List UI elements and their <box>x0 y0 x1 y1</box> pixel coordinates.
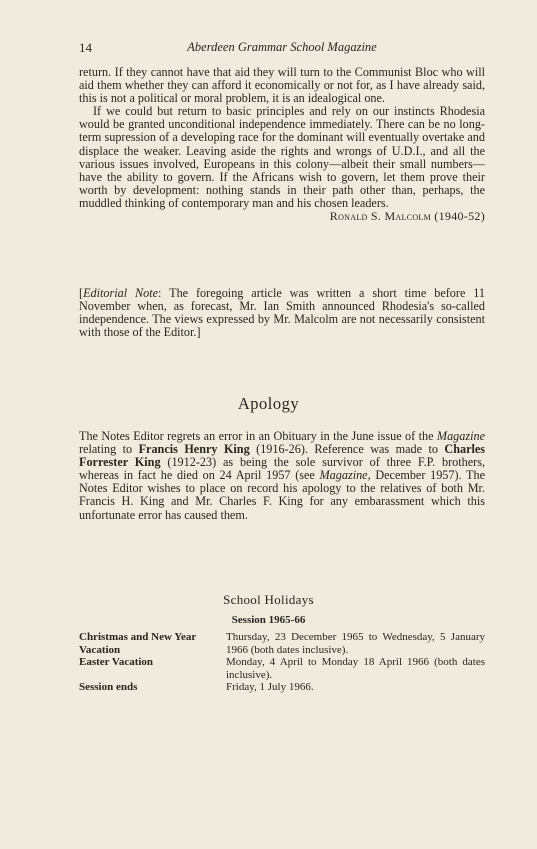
article-paragraph-2: If we could but return to basic principles and rely on our instincts Rhodesia would be granted unconditional independence immediately. There can be no long-term supression of a developing race for the dominant will eventually overtake and displace the weaker. Leaving aside the rights and wrongs of U.D.I., and all the various issues involved, Europeans in this colony—albeit their small numbers—have the ability to govern. If the Africans wish to govern, let them prove their worth by development: nothing stands in their path other than, perhaps, the muddled thinking of contemporary man and his chosen leaders. <box>79 104 485 210</box>
page-header <box>79 40 485 58</box>
note-open-bracket: [ <box>79 286 84 300</box>
holidays-title: School Holidays <box>223 592 314 607</box>
holiday-label: Session ends <box>79 681 138 693</box>
apology-name-2: Charles Forrester King <box>79 442 486 470</box>
holiday-dates: Thursday, 23 December 1965 to Wednesday, 5 January 1966 (both dates inclusive). <box>226 631 485 656</box>
holiday-label: Easter Vacation <box>79 656 154 668</box>
apology-magazine-2: Magazine <box>319 468 368 483</box>
article-text <box>79 66 485 223</box>
running-title: Aberdeen Grammar School Magazine <box>187 40 377 54</box>
article-author: Ronald S. Malcolm (1940-52) <box>329 209 485 224</box>
holiday-dates: Monday, 4 April to Monday 18 April 1966 (both dates inclusive). <box>226 656 485 681</box>
apology-text <box>79 430 485 522</box>
holiday-label: Christmas and New Year Vacation <box>79 631 197 656</box>
page-number: 14 <box>79 40 92 55</box>
apology-text-2: relating to <box>79 442 139 457</box>
apology-name-1: Francis Henry King <box>138 442 250 457</box>
editorial-note-label: Editorial Note <box>83 286 159 300</box>
apology-heading: Apology <box>237 394 300 413</box>
holiday-dates: Friday, 1 July 1966. <box>226 681 314 693</box>
apology-text-4: (1912-23) as being the sole survivor of three F.P. brothers, whereas in fact he died on 24 April 1957 (see <box>79 455 485 483</box>
apology-text-5: , December 1957). The Notes Editor wishes to place on record his apology to the relatives of both Mr. Francis H. King and Mr. Charles F. King for any embarassment which this unfortunate error has caused them. <box>79 468 486 522</box>
apology-magazine-1: Magazine <box>436 429 485 443</box>
apology-text-1: The Notes Editor regrets an error in an Obituary in the June issue of the <box>79 429 437 443</box>
article-paragraph-1: return. If they cannot have that aid they will turn to the Communist Bloc who will aid them whether they can afford it economically or not for, as I have already said, this is not a political or moral problem, it is an idealogical one. <box>79 65 485 106</box>
editorial-note <box>79 287 485 339</box>
apology-text-3: (1916-26). Reference was made to <box>249 442 445 457</box>
editorial-note-text: : The foregoing article was written a short time before 11 November when, as forecast, Mr. Ian Smith announced Rhodesia's so-called independence. The views expressed by Mr. Malcolm are not necessarily consistent with those of the Editor.] <box>79 286 486 340</box>
session-label: Session 1965-66 <box>231 614 306 626</box>
